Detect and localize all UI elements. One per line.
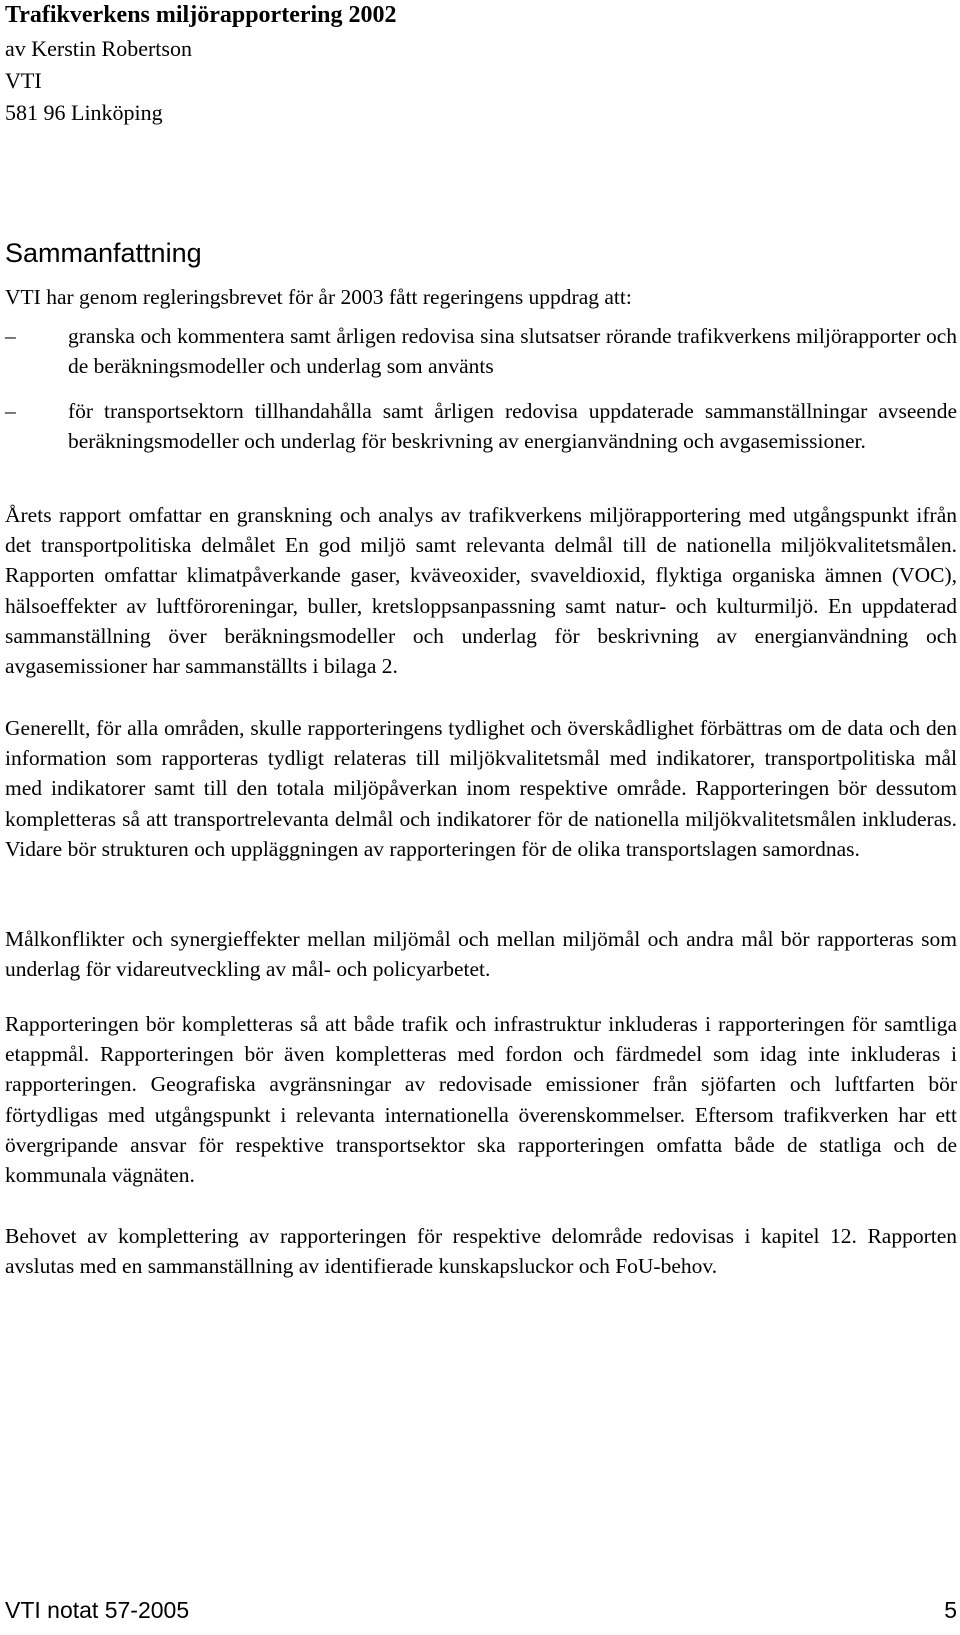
bullet-text: granska och kommentera samt årligen redovisa sina slutsatser rörande trafikverkens miljörapporter och de beräkningsmodeller och underlag som använts: [68, 324, 957, 378]
bullet-marker: –: [5, 324, 16, 348]
page-number: 5: [944, 1597, 957, 1623]
bullet-item: [5, 321, 957, 381]
report-number: VTI notat 57-2005: [5, 1597, 190, 1623]
body-paragraph: Målkonflikter och synergieffekter mellan miljömål och mellan miljömål och andra mål bör rapporteras som underlag för vidareutveckling av mål- och policyarbetet.: [5, 927, 957, 982]
body-paragraph: Generellt, för alla områden, skulle rapporteringens tydlighet och överskådlighet förbättras om de data och den information som rapporteras tydligt relateras till miljökvalitetsmål med indikatorer, transportpolitiska mål med indikatorer samt till den totala miljöpåverkan inom respektive område. Rapporteringen bör dessutom kompletteras så att transportrelevanta delmål och indikatorer för de nationella miljökvalitetsmålen inkluderas. Vidare bör strukturen och uppläggningen av rapporteringen för de olika transportslagen samordnas.: [5, 716, 957, 861]
intro-text: VTI har genom regleringsbrevet för år 2003 fått regeringens uppdrag att:: [5, 285, 632, 309]
author-line: av Kerstin Robertson: [5, 36, 192, 61]
section-heading: Sammanfattning: [5, 238, 202, 268]
bullet-item: [5, 396, 957, 456]
organization-line: VTI: [5, 68, 42, 93]
body-paragraph: Årets rapport omfattar en granskning och analys av trafikverkens miljörapportering med utgångspunkt ifrån det transportpolitiska delmålet En god miljö samt relevanta delmål till de nationella miljökvalitetsmålen. Rapporten omfattar klimatpåverkande gaser, kväveoxider, svaveldioxid, flyktiga organiska ämnen (VOC), hälsoeffekter av luftföroreningar, buller, kretsloppsanpassning samt natur- och kulturmiljö. En uppdaterad sammanställning över beräkningsmodeller och underlag för beskrivning av energianvändning och avgasemissioner har sammanställts i bilaga 2.: [5, 503, 957, 679]
page-footer: [5, 1594, 957, 1626]
bullet-marker: –: [5, 399, 16, 423]
body-paragraph: Rapporteringen bör kompletteras så att både trafik och infrastruktur inkluderas i rapporteringen för samtliga etappmål. Rapporteringen bör även kompletteras med fordon och färdmedel som idag inte inkluderas i rapporteringen. Geografiska avgränsningar av redovisade emissioner från sjöfarten och luftfarten bör förtydligas med utgångspunkt i relevanta internationella överenskommelser. Eftersom trafikverken har ett övergripande ansvar för respektive transportsektor ska rapporteringen omfatta både de statliga och de kommunala vägnäten.: [5, 1012, 957, 1188]
document-title: Trafikverkens miljörapportering 2002: [5, 2, 397, 28]
body-paragraph: Behovet av komplettering av rapporteringen för respektive delområde redovisas i kapitel 12. Rapporten avslutas med en sammanställning av identifierade kunskapsluckor och FoU-behov.: [5, 1224, 957, 1279]
address-line: 581 96 Linköping: [5, 100, 163, 125]
bullet-text: för transportsektorn tillhandahålla samt årligen redovisa uppdaterade sammanställningar avseende beräkningsmodeller och underlag för beskrivning av energianvändning och avgasemissioner.: [68, 399, 957, 453]
